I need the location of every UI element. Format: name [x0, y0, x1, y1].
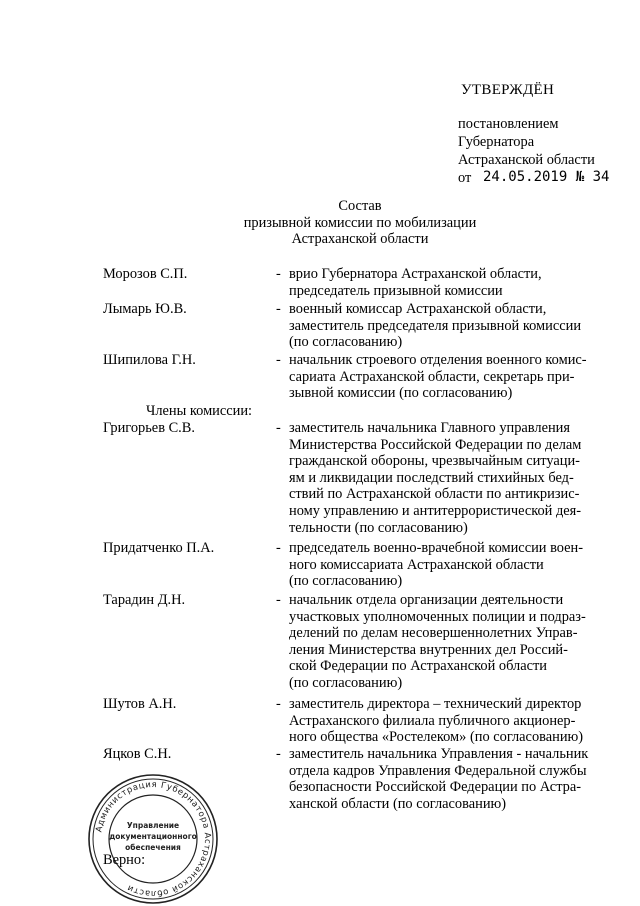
- role-line: заместитель председателя призывной комиссии: [289, 317, 582, 334]
- role-line: тельности (по согласованию): [289, 519, 468, 536]
- role-line: ствий по Астраханской области по антикризис-: [289, 486, 580, 503]
- role-line: военный комиссар Астраханской области,: [289, 301, 547, 317]
- role-line: ской Федерации по Астраханской области: [289, 658, 548, 675]
- approval-line: Астраханской области: [458, 152, 595, 168]
- approval-line: Губернатора: [458, 134, 535, 150]
- role-line: начальник строевого отделения военного комис-: [289, 352, 587, 368]
- member-name: Лымарь Ю.В.: [103, 301, 187, 317]
- role-line: сариата Астраханской области, секретарь при-: [289, 368, 575, 385]
- dash: -: [276, 746, 281, 762]
- role-line: (по согласованию): [289, 674, 403, 691]
- approval-date-number: 24.05.2019 № 34: [483, 169, 610, 185]
- role-line: делений по делам несовершеннолетних Управ-: [289, 625, 578, 642]
- role-line: председатель военно-врачебной комиссии воен-: [289, 540, 584, 556]
- member-role: [289, 352, 619, 402]
- seal-ring-text: Администрация Губернатора Астраханской области: [94, 779, 213, 899]
- heading-line: Состав: [338, 198, 382, 214]
- role-line: начальник отдела организации деятельности: [289, 592, 564, 608]
- member-name: Шипилова Г.Н.: [103, 352, 196, 368]
- official-seal: [86, 772, 220, 906]
- seal-center-line: обеспечения: [125, 843, 181, 852]
- heading-line: призывной комиссии по мобилизации: [243, 214, 477, 231]
- role-line: (по согласованию): [289, 573, 403, 590]
- role-line: ного комиссариата Астраханской области: [289, 556, 544, 573]
- role-line: врио Губернатора Астраханской области,: [289, 266, 542, 282]
- heading-line: Астраханской области: [291, 231, 429, 248]
- role-line: заместитель директора – технический директор: [289, 696, 582, 712]
- dash: -: [276, 540, 281, 556]
- member-name: Шутов А.Н.: [103, 696, 177, 712]
- role-line: ления Министерства внутренних дел Россий-: [289, 641, 568, 658]
- role-line: гражданской обороны, чрезвычайным ситуаци-: [289, 453, 580, 470]
- role-line: отдела кадров Управления Федеральной службы: [289, 762, 587, 779]
- verno-label: Верно:: [103, 852, 146, 868]
- dash: -: [276, 352, 281, 368]
- dash: -: [276, 266, 281, 282]
- approval-line: постановлением: [458, 116, 559, 132]
- member-role: [289, 540, 619, 590]
- member-role: [289, 592, 619, 692]
- role-line: ям и ликвидации последствий стихийных бед-: [289, 469, 574, 486]
- role-line: участковых уполномоченных полиции и подраз-: [289, 608, 586, 625]
- role-line: ханской области (по согласованию): [289, 795, 507, 812]
- role-line: заместитель начальника Главного управления: [289, 420, 570, 436]
- dash: -: [276, 592, 281, 608]
- member-role: [289, 696, 619, 746]
- member-role: [289, 746, 619, 812]
- member-role: [289, 266, 619, 299]
- seal-center-line: Управление: [126, 821, 180, 830]
- document-heading: [0, 198, 640, 248]
- role-line: безопасности Российской Федерации по Астра-: [289, 779, 582, 796]
- dash: -: [276, 696, 281, 712]
- member-role: [289, 301, 619, 351]
- member-name: Придатченко П.А.: [103, 540, 215, 556]
- role-line: Министерства Российской Федерации по делам: [289, 436, 582, 453]
- approval-title: УТВЕРЖДЁН: [461, 82, 555, 98]
- dash: -: [276, 301, 281, 317]
- role-line: (по согласованию): [289, 334, 403, 351]
- role-line: зывной комиссии (по согласованию): [289, 385, 513, 402]
- approval-date-prefix: от: [458, 170, 472, 186]
- seal-center-line: документационного: [109, 832, 197, 841]
- member-role: [289, 420, 619, 536]
- role-line: председатель призывной комиссии: [289, 282, 503, 299]
- member-name: Тарадин Д.Н.: [103, 592, 186, 608]
- member-name: Яцков С.Н.: [103, 746, 172, 762]
- member-name: Григорьев С.В.: [103, 420, 195, 436]
- dash: -: [276, 420, 281, 436]
- role-line: заместитель начальника Управления - начальник: [289, 746, 589, 762]
- member-name: Морозов С.П.: [103, 266, 188, 282]
- role-line: Астраханского филиала публичного акционер-: [289, 712, 576, 729]
- role-line: ного общества «Ростелеком» (по согласованию): [289, 729, 584, 746]
- role-line: ному управлению и антитеррористической дея-: [289, 502, 582, 519]
- members-label: Члены комиссии:: [146, 403, 253, 419]
